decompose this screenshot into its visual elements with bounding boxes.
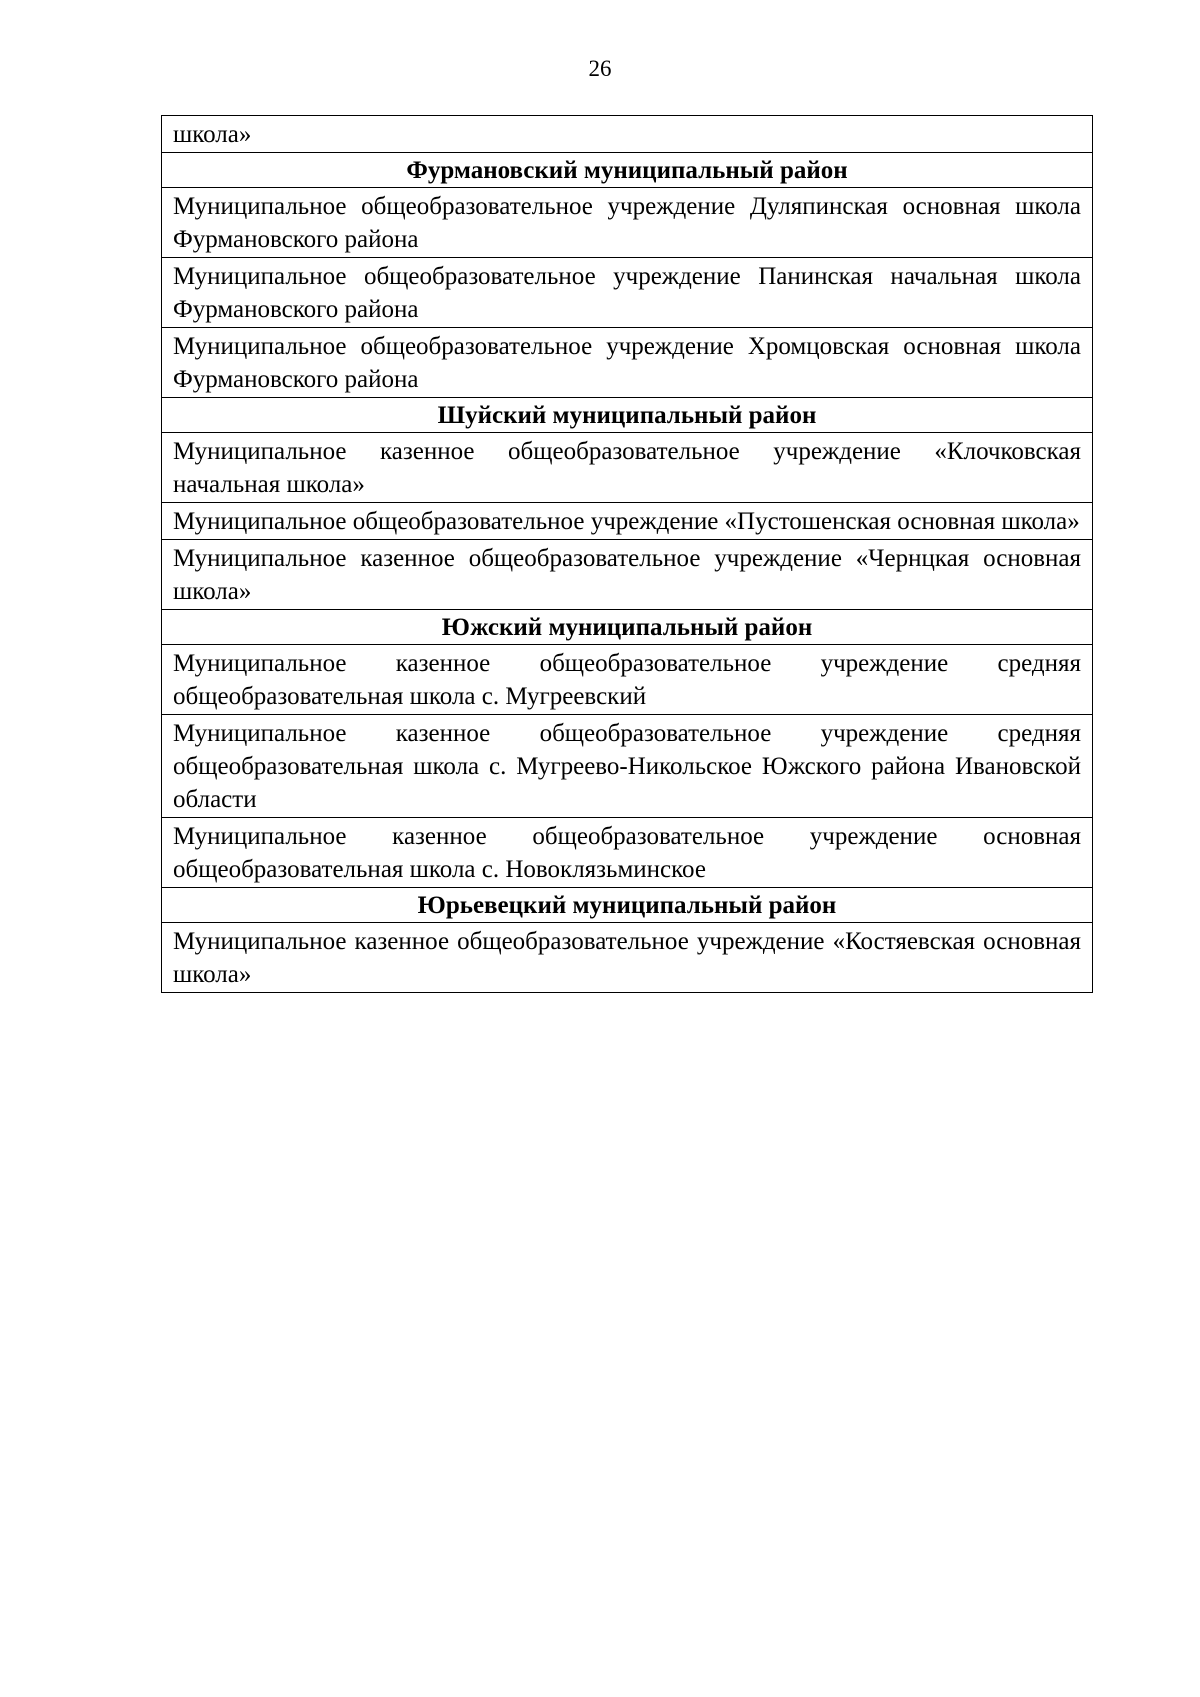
table-row — [162, 503, 1093, 540]
table-row — [162, 645, 1093, 715]
table-row — [162, 328, 1093, 398]
table-row — [162, 398, 1093, 433]
school-entry: Муниципальное общеобразовательное учреждение «Пустошенская основная школа» — [162, 503, 1093, 540]
district-heading: Юрьевецкий муниципальный район — [162, 888, 1093, 923]
school-entry: Муниципальное казенное общеобразовательное учреждение основная общеобразовательная школа с. Новоклязьминское — [162, 818, 1093, 888]
table-row — [162, 715, 1093, 818]
district-heading: Южский муниципальный район — [162, 610, 1093, 645]
school-entry: Муниципальное общеобразовательное учреждение Дуляпинская основная школа Фурмановского района — [162, 188, 1093, 258]
table-row — [162, 433, 1093, 503]
table-row — [162, 258, 1093, 328]
school-entry: школа» — [162, 116, 1093, 153]
school-entry: Муниципальное общеобразовательное учреждение Хромцовская основная школа Фурмановского района — [162, 328, 1093, 398]
table-row — [162, 188, 1093, 258]
district-heading: Шуйский муниципальный район — [162, 398, 1093, 433]
page-number: 26 — [588, 56, 612, 81]
school-entry: Муниципальное казенное общеобразовательное учреждение «Клочковская начальная школа» — [162, 433, 1093, 503]
table-row — [162, 923, 1093, 993]
school-entry: Муниципальное казенное общеобразовательное учреждение «Чернцкая основная школа» — [162, 540, 1093, 610]
table-row — [162, 116, 1093, 153]
table-row — [162, 610, 1093, 645]
district-heading: Фурмановский муниципальный район — [162, 153, 1093, 188]
table-row — [162, 888, 1093, 923]
table-row — [162, 540, 1093, 610]
table-row — [162, 818, 1093, 888]
school-entry: Муниципальное общеобразовательное учреждение Панинская начальная школа Фурмановского района — [162, 258, 1093, 328]
schools-table — [161, 115, 1093, 993]
school-entry: Муниципальное казенное общеобразовательное учреждение «Костяевская основная школа» — [162, 923, 1093, 993]
school-entry: Муниципальное казенное общеобразовательное учреждение средняя общеобразовательная школа с. Мугреево-Никольское Южского района Ивановской области — [162, 715, 1093, 818]
table-row — [162, 153, 1093, 188]
school-entry: Муниципальное казенное общеобразовательное учреждение средняя общеобразовательная школа с. Мугреевский — [162, 645, 1093, 715]
